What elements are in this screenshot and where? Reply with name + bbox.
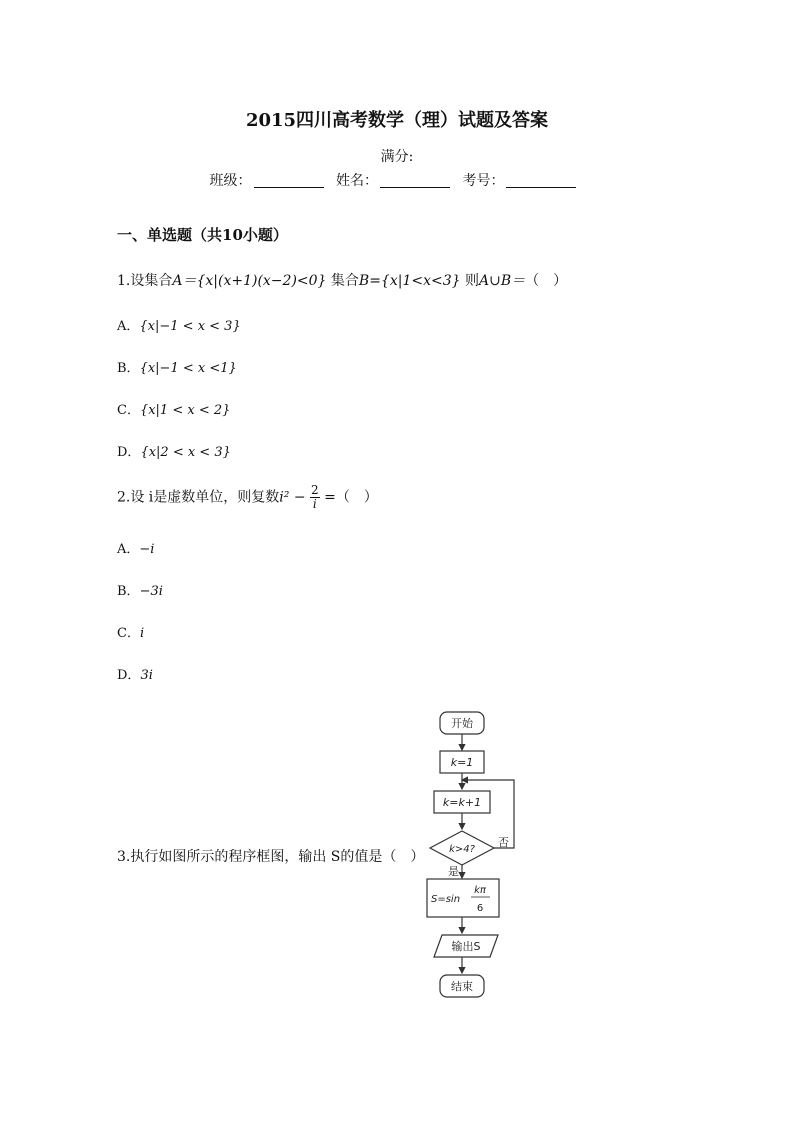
question-3: 3.执行如图所示的程序框图，输出 S的值是（ ） — [117, 849, 425, 865]
student-info-row — [0, 170, 794, 190]
flow-output-text: 输出S — [451, 940, 481, 953]
flow-assign-prefix: S=sin — [431, 894, 461, 905]
flowchart — [420, 705, 540, 1005]
name-blank — [380, 173, 450, 188]
page-title: 2015四川高考数学（理）试题及答案 — [245, 110, 549, 131]
q2-option-b: B．−3i — [117, 584, 163, 599]
name-label: 姓名： — [336, 173, 378, 189]
q2-option-c: C．i — [117, 626, 145, 641]
q2-prefix: 2.设 i是虚数单位，则复数 — [117, 489, 280, 506]
exam-no-blank — [506, 173, 576, 188]
class-label: 班级： — [209, 173, 252, 189]
q1-option-a: A．{x|−1 < x < 3} — [117, 319, 241, 334]
q1-mid: 集合 — [330, 273, 359, 289]
flow-condition-text: k>4? — [449, 844, 475, 855]
flow-assign-den: 6 — [476, 903, 484, 914]
q1-ask-prefix: 则 — [464, 273, 479, 289]
question-2 — [117, 484, 378, 511]
full-score-label: 满分: — [380, 149, 414, 165]
q2-option-d: D．3i — [117, 668, 153, 683]
q1-option-b: B．{x|−1 < x <1} — [117, 361, 237, 376]
q2-option-a: A．−i — [117, 542, 155, 557]
q1-option-c: C．{x|1 < x < 2} — [117, 403, 231, 418]
q2-fraction: $\frac{2}{i}$ — [311, 483, 319, 511]
flow-yes-label: 是 — [448, 865, 459, 878]
flow-no-label: 否 — [498, 836, 509, 849]
flow-assign-num: kπ — [474, 885, 486, 896]
q1-option-d: D．{x|2 < x < 3} — [117, 445, 231, 460]
flow-init-text: k=1 — [450, 756, 474, 769]
flow-update-text: k=k+1 — [442, 796, 482, 809]
class-blank — [254, 173, 324, 188]
flow-start-text: 开始 — [451, 717, 473, 730]
q1-prefix: 1.设集合 — [117, 273, 173, 289]
q1-paren: （ ） — [525, 273, 568, 289]
q1-ask: A∪B＝ — [478, 273, 526, 289]
q1-set-a: A＝{x|(x+1)(x−2)<0} — [172, 273, 327, 289]
question-1 — [117, 270, 567, 290]
q1-set-b: B={x|1<x<3} — [358, 273, 461, 289]
q2-paren: （ ） — [335, 489, 378, 506]
section-heading: 一、单选题（共10小题） — [117, 226, 288, 244]
q2-expr-right: = — [324, 489, 336, 506]
q2-expr-left: i² − — [279, 489, 306, 506]
exam-no-label: 考号： — [462, 173, 505, 189]
flow-end-text: 结束 — [451, 980, 473, 993]
